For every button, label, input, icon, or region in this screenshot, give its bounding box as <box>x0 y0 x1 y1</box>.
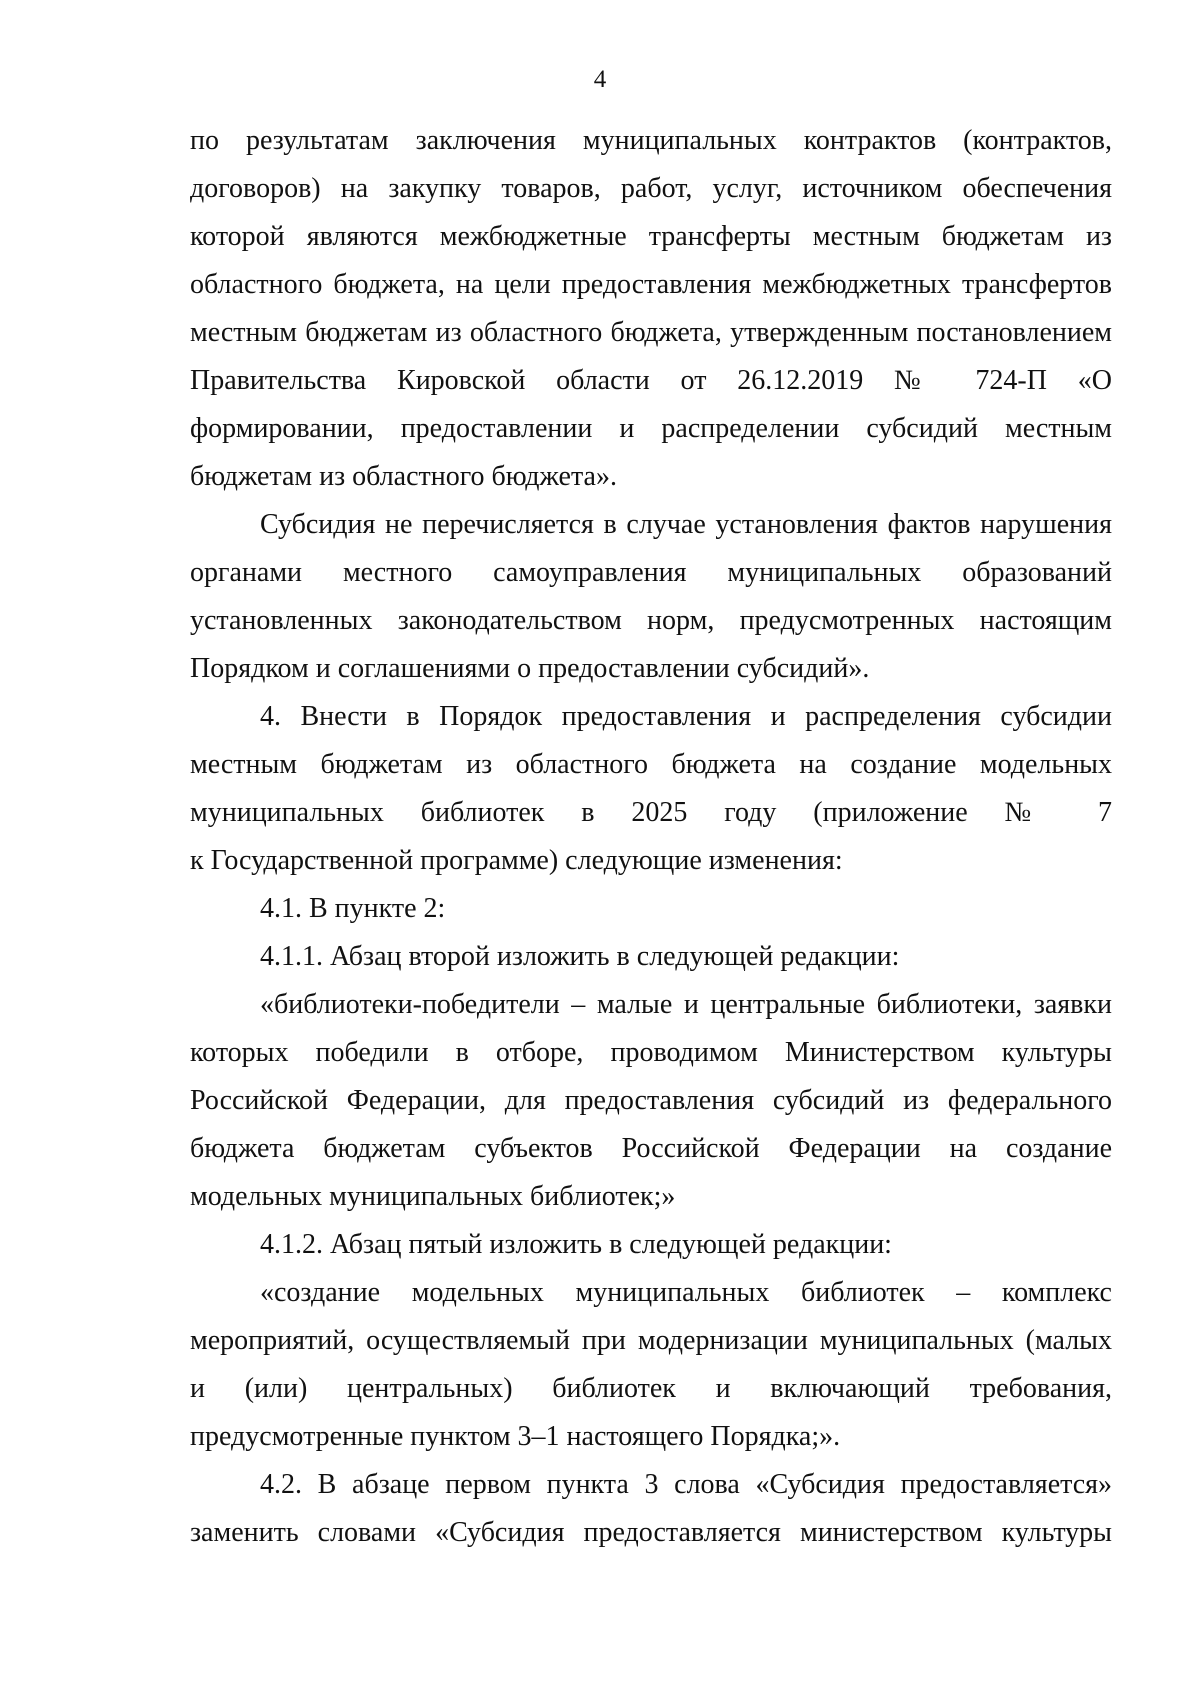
text-line: заменить словами «Субсидия предоставляется министерством культуры <box>190 1517 1112 1548</box>
text-line: модельных муниципальных библиотек;» <box>190 1181 676 1212</box>
text-line: 4. Внести в Порядок предоставления и распределения субсидии <box>260 701 1112 732</box>
paragraph-continuation <box>190 117 1112 501</box>
paragraph-item-4-1-2 <box>190 1221 1112 1269</box>
text-line: Субсидия не перечисляется в случае установления фактов нарушения <box>260 509 1112 540</box>
text-line: которых победили в отборе, проводимом Министерством культуры <box>190 1037 1112 1068</box>
paragraph-item-4 <box>190 693 1112 885</box>
text-line: муниципальных библиотек в 2025 году (приложение № 7 <box>190 797 1112 828</box>
paragraph-winner-libraries <box>190 981 1112 1221</box>
paragraph-item-4-2 <box>190 1461 1112 1557</box>
text-line: которой являются межбюджетные трансферты местным бюджетам из <box>190 221 1112 252</box>
text-line: местным бюджетам из областного бюджета на создание модельных <box>190 749 1112 780</box>
text-line: 4.1.1. Абзац второй изложить в следующей редакции: <box>260 941 900 972</box>
text-line: по результатам заключения муниципальных контрактов (контрактов, <box>190 125 1112 156</box>
text-line: Правительства Кировской области от 26.12.2019 № 724-П «О <box>190 365 1112 396</box>
text-line: местным бюджетам из областного бюджета, утвержденным постановлением <box>190 317 1112 348</box>
text-line: формировании, предоставлении и распределении субсидий местным <box>190 413 1112 444</box>
paragraph-item-4-1 <box>190 885 1112 933</box>
text-line: и (или) центральных) библиотек и включающий требования, <box>190 1373 1112 1404</box>
paragraph-model-libraries <box>190 1269 1112 1461</box>
text-line: областного бюджета, на цели предоставления межбюджетных трансфертов <box>190 269 1112 300</box>
text-line: «создание модельных муниципальных библиотек – комплекс <box>260 1277 1112 1308</box>
text-line: бюджетам из областного бюджета». <box>190 461 617 492</box>
text-line: предусмотренные пунктом 3–1 настоящего Порядка;». <box>190 1421 841 1452</box>
text-line: договоров) на закупку товаров, работ, услуг, источником обеспечения <box>190 173 1112 204</box>
page-number: 4 <box>593 66 607 93</box>
text-line: 4.2. В абзаце первом пункта 3 слова «Субсидия предоставляется» <box>260 1469 1112 1500</box>
text-line: «библиотеки-победители – малые и центральные библиотеки, заявки <box>260 989 1112 1020</box>
text-line: Российской Федерации, для предоставления субсидий из федерального <box>190 1085 1112 1116</box>
document-body <box>190 117 1112 1557</box>
text-line: 4.1. В пункте 2: <box>260 893 446 924</box>
text-line: мероприятий, осуществляемый при модернизации муниципальных (малых <box>190 1325 1112 1356</box>
text-line: установленных законодательством норм, предусмотренных настоящим <box>190 605 1112 636</box>
text-line: органами местного самоуправления муниципальных образований <box>190 557 1112 588</box>
paragraph-item-4-1-1 <box>190 933 1112 981</box>
text-line: 4.1.2. Абзац пятый изложить в следующей редакции: <box>260 1229 892 1260</box>
text-line: бюджета бюджетам субъектов Российской Федерации на создание <box>190 1133 1112 1164</box>
paragraph-subsidy-not-transferred <box>190 501 1112 693</box>
text-line: к Государственной программе) следующие изменения: <box>190 845 843 876</box>
text-line: Порядком и соглашениями о предоставлении субсидий». <box>190 653 870 684</box>
